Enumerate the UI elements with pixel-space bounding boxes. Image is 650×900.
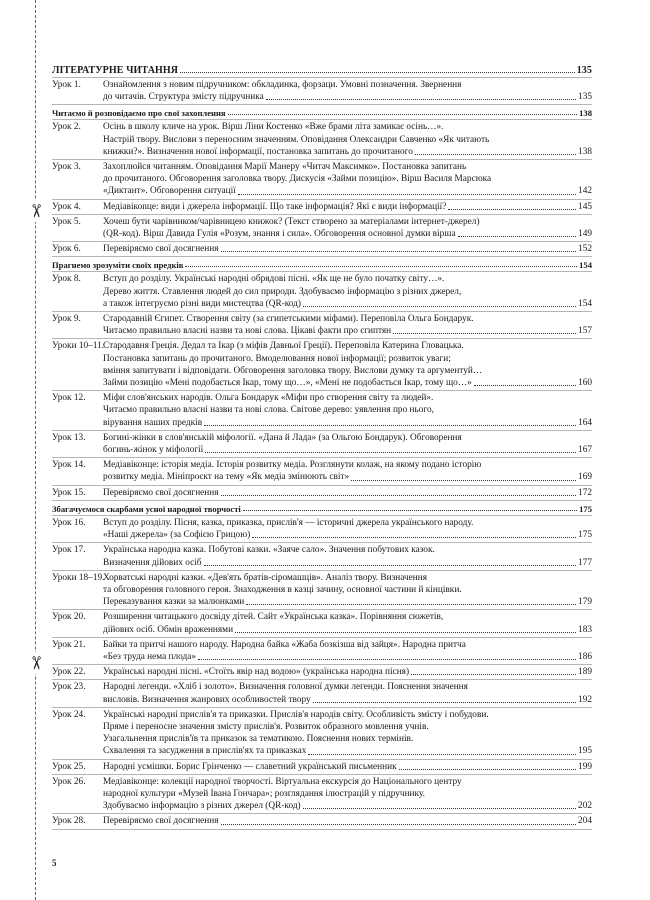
- entry-line: [103, 432, 592, 444]
- divider: [52, 159, 592, 160]
- divider: [52, 813, 592, 814]
- entry-line-text: «Диктант». Обговорення ситуації: [103, 186, 236, 197]
- lesson-label: Урок 3.: [52, 162, 81, 173]
- dot-leader: [474, 385, 576, 386]
- lesson-label: Уроки 18–19.: [52, 572, 105, 583]
- divider: [52, 241, 592, 242]
- entry-line-text: «Наші джерела» (за Софією Грицою): [103, 530, 251, 541]
- entry-line: [103, 161, 592, 173]
- entry-line: [103, 666, 592, 678]
- entry-page-number: 157: [578, 326, 592, 337]
- entry-line-text: книжки?». Визначення нової інформації, постановка запитань до прочитаного: [103, 146, 413, 157]
- entry-line-text: Осінь в школу кличе на урок. Вірш Ліни Костенко «Вже брами літа замикає осінь…».: [103, 122, 444, 133]
- entry-text: [103, 487, 592, 499]
- entry-text: [103, 572, 592, 609]
- divider: [52, 104, 592, 105]
- lesson-label: Урок 26.: [52, 776, 86, 787]
- subsection-heading: [52, 106, 592, 118]
- subsection-title: Збагачуємося скарбами усної народної творчості: [52, 503, 241, 514]
- entry-text: [103, 815, 592, 827]
- lesson-label: Урок 4.: [52, 201, 81, 212]
- dot-leader: [458, 236, 576, 237]
- entry-line: [103, 243, 592, 255]
- entry-line: [103, 404, 592, 416]
- entry-line: [103, 459, 592, 471]
- entry-page-number: 138: [578, 146, 592, 157]
- lesson-label: Уроки 10–11.: [52, 341, 105, 352]
- entry-line: [103, 776, 592, 788]
- entry-line: [103, 651, 592, 663]
- entry-line: [103, 471, 592, 483]
- entry-line-text: Схвалення та засудження в прислів'ях та приказках: [103, 746, 307, 757]
- lesson-label: Урок 9.: [52, 314, 81, 325]
- entry-line: [103, 134, 592, 146]
- dot-leader: [198, 659, 576, 660]
- lesson-label: Урок 22.: [52, 667, 86, 678]
- entry-line: [103, 517, 592, 529]
- toc-entry[interactable]: [52, 79, 592, 103]
- entry-page-number: 149: [578, 229, 592, 240]
- table-of-contents: [52, 58, 592, 831]
- toc-entry[interactable]: [52, 216, 592, 240]
- toc-entry[interactable]: [52, 761, 592, 773]
- entry-line: [103, 377, 592, 389]
- entry-line: [103, 800, 592, 812]
- dot-leader: [448, 209, 576, 210]
- entry-line-text: висловів. Визначення жанрових особливостей твору: [103, 694, 311, 705]
- dot-leader: [308, 754, 576, 755]
- entry-line-text: Народні усмішки. Борис Грінченко — славетний український письменник: [103, 761, 397, 772]
- entry-line-text: Перевіряємо свої досягнення: [103, 244, 219, 255]
- entry-line: [103, 201, 592, 213]
- entry-line-text: Стародавній Єгипет. Створення світу (за єгипетськими міфами). Переповіла Ольга Бондарук.: [103, 314, 474, 325]
- lesson-label: Урок 1.: [52, 80, 81, 90]
- divider: [52, 679, 592, 680]
- entry-line-text: а також інтегруємо різні види мистецтва (QR-код): [103, 298, 302, 309]
- entry-text: [103, 243, 592, 255]
- lesson-label: Урок 2.: [52, 122, 81, 133]
- entry-page-number: 183: [578, 624, 592, 635]
- entry-line-text: Читаємо правильно власні назви та нові слова. Цікаві факти про єгиптян: [103, 326, 392, 337]
- entry-page-number: 164: [578, 417, 592, 428]
- lesson-label: Урок 16.: [52, 517, 86, 528]
- subsection-heading: [52, 258, 592, 270]
- dot-leader: [238, 194, 576, 195]
- toc-entry[interactable]: [52, 544, 592, 568]
- entry-text: [103, 216, 592, 240]
- entry-page-number: 199: [578, 761, 592, 772]
- entry-line-text: вміння запитувати і відповідати. Обговорення заголовка твору. Вислови думку та аргументуй…: [103, 365, 483, 376]
- subsection-title: Читаємо й розповідаємо про свої захоплення: [52, 108, 226, 119]
- entry-line-text: розвитку медіа. Мініпроєкт на тему «Як медіа змінюють світ»: [103, 472, 350, 483]
- entry-line-text: Медіавіконце: історія медіа. Історія розвитку медіа. Розглянути колаж, на якому подано історію: [103, 460, 482, 471]
- entry-line-text: Узагальнення прислів'їв та приказок за тематикою. Пояснення нових термінів.: [103, 734, 414, 745]
- toc-entry[interactable]: [52, 776, 592, 813]
- entry-line-text: Здобуваємо інформацію з різних джерел (QR-код): [103, 801, 301, 812]
- dot-leader: [393, 333, 576, 334]
- dot-leader: [204, 565, 577, 566]
- entry-page-number: 179: [578, 597, 592, 608]
- dot-leader: [205, 452, 576, 453]
- entry-text: [103, 432, 592, 456]
- entry-line-text: Українські народні пісні. «Стоїть явір над водою» (українська народна пісня): [103, 667, 410, 678]
- entry-line: [103, 79, 592, 91]
- entry-line: [103, 91, 592, 103]
- entry-line-text: Міфи слов'янських народів. Ольга Бондарук «Міфи про створення світу та людей».: [103, 393, 434, 404]
- dot-leader: [252, 537, 576, 538]
- divider: [52, 542, 592, 543]
- entry-page-number: 145: [578, 201, 592, 212]
- divider: [52, 311, 592, 312]
- dot-leader: [221, 251, 577, 252]
- entry-line: [103, 611, 592, 623]
- entry-line-text: Пряме і переносне значення змісту прислів'я. Розвиток образного мовлення учнів.: [103, 721, 429, 732]
- dot-leader: [235, 632, 576, 633]
- toc-entry[interactable]: [52, 666, 592, 678]
- entry-page-number: 135: [578, 92, 592, 103]
- entry-text: [103, 681, 592, 705]
- entry-line: [103, 721, 592, 733]
- entry-line: [103, 353, 592, 365]
- divider: [52, 457, 592, 458]
- divider: [52, 271, 592, 272]
- entry-line-text: Перевіряємо свої досягнення: [103, 487, 219, 498]
- section-page-number: 135: [576, 65, 592, 76]
- entry-text: [103, 392, 592, 429]
- entry-page-number: 172: [578, 487, 592, 498]
- entry-line-text: Вступ до розділу. Пісня, казка, приказка, прислів'я — історичні джерела українського народу.: [103, 517, 474, 528]
- entry-line: [103, 529, 592, 541]
- entry-page-number: 175: [578, 530, 592, 541]
- entry-line-text: Стародавня Греція. Дедал та Ікар (з міфів Давньої Греції). Переповіла Катерина Гловацька.: [103, 341, 464, 352]
- lesson-label: Урок 15.: [52, 487, 86, 498]
- toc-entry[interactable]: [52, 273, 592, 310]
- entry-line-text: Вступ до розділу. Українські народні обрядові пісні. «Як ще не було початку світу…».: [103, 274, 445, 285]
- divider: [52, 199, 592, 200]
- entry-text: [103, 709, 592, 758]
- entry-line: [103, 146, 592, 158]
- entry-line: [103, 365, 592, 377]
- entry-line: [103, 815, 592, 827]
- entry-line: [103, 173, 592, 185]
- entry-line: [103, 733, 592, 745]
- entry-text: [103, 459, 592, 483]
- entry-page-number: 177: [578, 557, 592, 568]
- entry-line: [103, 273, 592, 285]
- toc-entry[interactable]: [52, 815, 592, 827]
- entry-line: [103, 487, 592, 499]
- entry-line-text: Українські народні прислів'я та приказки. Прислів'я народів світу. Особливість змісту і побудови.: [103, 709, 489, 720]
- entry-line-text: Займи позицію «Мені подобається Ікар, тому що…», «Мені не подобається Ікар, тому що…»: [103, 378, 472, 389]
- dot-leader: [228, 114, 578, 115]
- entry-line: [103, 572, 592, 584]
- lesson-label: Урок 21.: [52, 639, 86, 650]
- toc-entry[interactable]: [52, 487, 592, 499]
- entry-line-text: Настрій твору. Вислови з переносним значенням. Оповідання Олександри Савченко «Як читають: [103, 134, 490, 145]
- lesson-label: Урок 12.: [52, 393, 86, 404]
- entry-text: [103, 121, 592, 158]
- lesson-label: Урок 23.: [52, 682, 86, 693]
- entry-line: [103, 624, 592, 636]
- entry-text: [103, 79, 592, 103]
- entry-line-text: Постановка запитань до прочитаного. Вмоделювання нової інформації; розвиток уваги;: [103, 353, 451, 364]
- entry-line: [103, 216, 592, 228]
- subsection-heading: [52, 502, 592, 514]
- entry-line: [103, 392, 592, 404]
- dot-leader: [303, 306, 576, 307]
- lesson-label: Урок 20.: [52, 612, 86, 623]
- divider: [52, 707, 592, 708]
- dot-leader: [243, 510, 577, 511]
- entry-line-text: Богині-жінки в слов'янській міфології. «Дана й Лада» (за Ольгою Бондарук). Обговорення: [103, 432, 462, 443]
- divider: [52, 119, 592, 120]
- entry-line: [103, 286, 592, 298]
- entry-line-text: Народні легенди. «Хліб і золото». Визначення головної думки легенди. Пояснення значення: [103, 682, 468, 693]
- section-title: ЛІТЕРАТУРНЕ ЧИТАННЯ: [52, 65, 179, 76]
- dot-leader: [221, 495, 577, 496]
- entry-text: [103, 776, 592, 813]
- entry-line: [103, 185, 592, 197]
- dot-leader: [313, 702, 576, 703]
- divider: [52, 77, 592, 78]
- entry-page-number: 142: [578, 186, 592, 197]
- divider: [52, 637, 592, 638]
- toc-entry[interactable]: [52, 392, 592, 429]
- entry-line-text: та обговорення головного героя. Знаходження в казці зачину, основної частини й кінцівки.: [103, 584, 462, 595]
- divider: [52, 570, 592, 571]
- toc-entry[interactable]: [52, 611, 592, 635]
- divider: [52, 214, 592, 215]
- entry-page-number: 152: [578, 244, 592, 255]
- toc-entry[interactable]: [52, 459, 592, 483]
- entry-line-text: до прочитаного. Обговорення заголовка твору. Дискусія «Займи позицію». Вірш Василя Марсюка: [103, 174, 492, 185]
- toc-entry[interactable]: [52, 681, 592, 705]
- entry-page-number: 154: [579, 260, 592, 271]
- divider: [52, 256, 592, 257]
- entry-page-number: 138: [579, 108, 592, 119]
- divider: [52, 515, 592, 516]
- toc-entry[interactable]: [52, 639, 592, 663]
- entry-line: [103, 444, 592, 456]
- scissors-icon: ✂: [24, 652, 46, 674]
- entry-text: [103, 611, 592, 635]
- entry-line: [103, 694, 592, 706]
- entry-page-number: 160: [578, 378, 592, 389]
- entry-line-text: народної культури «Музей Івана Гончара»; розглядання ілюстрацій у підручнику.: [103, 788, 425, 799]
- toc-entry[interactable]: [52, 517, 592, 541]
- entry-line: [103, 544, 592, 556]
- entry-page-number: 192: [578, 694, 592, 705]
- entry-line-text: Розширення читацького досвіду дітей. Сайт «Українська казка». Порівняння сюжетів,: [103, 612, 444, 623]
- lesson-label: Урок 14.: [52, 460, 86, 471]
- toc-entry[interactable]: [52, 243, 592, 255]
- entry-line: [103, 557, 592, 569]
- subsection-title: Прагнемо зрозуміти своїх предків: [52, 260, 184, 271]
- entry-text: [103, 761, 592, 773]
- entry-text: [103, 313, 592, 337]
- lesson-label: Урок 6.: [52, 244, 81, 255]
- entry-line: [103, 761, 592, 773]
- entry-line-text: Читаємо правильно власні назви та нові слова. Світове дерево: уявлення про нього,: [103, 405, 434, 416]
- entry-line: [103, 121, 592, 133]
- entry-line-text: Медіавікоnце: види і джерела інформації. Що таке інформація? Які є види інформації?: [103, 201, 447, 212]
- divider: [52, 500, 592, 501]
- entry-line-text: Медіавіконце: колекції народної творчості. Віртуальна екскурсія до Національного центру: [103, 776, 462, 787]
- lesson-label: Урок 25.: [52, 761, 86, 772]
- entry-line-text: «Без труда нема плода»: [103, 651, 197, 662]
- divider: [52, 485, 592, 486]
- entry-line: [103, 340, 592, 352]
- entry-text: [103, 517, 592, 541]
- dot-leader: [180, 72, 575, 73]
- divider: [52, 390, 592, 391]
- toc-entry[interactable]: [52, 709, 592, 758]
- toc-entry[interactable]: [52, 432, 592, 456]
- entry-page-number: 167: [578, 445, 592, 456]
- toc-entry[interactable]: [52, 121, 592, 158]
- entry-line-text: Ознайомлення з новим підручником: обкладинка, форзаци. Умовні позначення. Звернення: [103, 80, 462, 90]
- dot-leader: [411, 674, 576, 675]
- dot-leader: [303, 808, 576, 809]
- entry-line-text: вірування наших предків: [103, 417, 203, 428]
- entry-page-number: 169: [578, 472, 592, 483]
- dot-leader: [351, 480, 576, 481]
- lesson-label: Урок 28.: [52, 816, 86, 827]
- dot-leader: [221, 824, 577, 825]
- divider: [52, 774, 592, 775]
- divider: [52, 759, 592, 760]
- entry-line-text: Переказування казки за малюнками: [103, 597, 245, 608]
- entry-line-text: Дерево життя. Ставлення людей до сил природи. Здобуваємо інформацію з різних джерел,: [103, 286, 462, 297]
- entry-line: [103, 325, 592, 337]
- entry-line-text: Хорватські народні казки. «Дев'ять братів-сіромашців». Аналіз твору. Визначення: [103, 572, 428, 583]
- scissors-icon: ✂: [24, 200, 46, 222]
- dot-leader: [246, 604, 576, 605]
- entry-text: [103, 340, 592, 389]
- toc-entry[interactable]: [52, 313, 592, 337]
- entry-line: [103, 313, 592, 325]
- entry-line: [103, 745, 592, 757]
- entry-text: [103, 273, 592, 310]
- divider: [52, 664, 592, 665]
- toc-entry[interactable]: [52, 572, 592, 609]
- entry-page-number: 186: [578, 651, 592, 662]
- entry-line: [103, 298, 592, 310]
- entry-page-number: 195: [578, 746, 592, 757]
- entry-line-text: дійових осіб. Обмін враженнями: [103, 624, 234, 635]
- entry-line: [103, 417, 592, 429]
- dot-leader: [399, 769, 576, 770]
- entry-line-text: Українська народна казка. Побутові казки. «Заяче сало». Значення побутових казок.: [103, 545, 435, 556]
- entry-line-text: богинь-жінок у міфології: [103, 445, 204, 456]
- entry-line-text: до читачів. Структура змісту підручника: [103, 92, 264, 103]
- toc-entry[interactable]: [52, 340, 592, 389]
- lesson-label: Урок 8.: [52, 274, 81, 285]
- page-number: 5: [52, 858, 57, 868]
- lesson-label: Урок 5.: [52, 216, 81, 227]
- dot-leader: [266, 99, 576, 100]
- entry-line-text: Байки та притчі нашого народу. Народна байка «Жаба бозкізша від зайця». Народна притча: [103, 639, 466, 650]
- entry-text: [103, 201, 592, 213]
- lesson-label: Урок 13.: [52, 432, 86, 443]
- entry-page-number: 202: [578, 801, 592, 812]
- toc-entry[interactable]: [52, 201, 592, 213]
- entry-page-number: 175: [579, 503, 592, 514]
- section-heading: [52, 58, 592, 76]
- entry-text: [103, 161, 592, 198]
- entry-text: [103, 639, 592, 663]
- entry-line-text: Хочеш бути чарівником/чарівницею книжок? (Текст створено за матеріалами інтернет-джерел): [103, 216, 480, 227]
- entry-page-number: 154: [578, 298, 592, 309]
- entry-line: [103, 709, 592, 721]
- cut-line: [35, 0, 36, 900]
- entry-line-text: Захоплюйся читанням. Оповідання Марії Манеру «Читач Максимко». Постановка запитань: [103, 162, 467, 173]
- dot-leader: [204, 425, 576, 426]
- entry-text: [103, 544, 592, 568]
- entry-line: [103, 228, 592, 240]
- entry-text: [103, 666, 592, 678]
- divider: [52, 609, 592, 610]
- divider: [52, 430, 592, 431]
- divider: [52, 829, 592, 830]
- entry-line: [103, 788, 592, 800]
- entry-page-number: 189: [578, 667, 592, 678]
- dot-leader: [185, 266, 577, 267]
- entry-line: [103, 681, 592, 693]
- entry-page-number: 204: [578, 816, 592, 827]
- entry-line: [103, 596, 592, 608]
- entry-line-text: Перевіряємо свої досягнення: [103, 816, 219, 827]
- entry-line-text: (QR-код). Вірш Давида Гулія «Розум, знання і сила». Обговорення основної думки вірша: [103, 229, 456, 240]
- lesson-label: Урок 17.: [52, 545, 86, 556]
- entry-line: [103, 584, 592, 596]
- lesson-label: Урок 24.: [52, 709, 86, 720]
- divider: [52, 338, 592, 339]
- dot-leader: [415, 154, 576, 155]
- entry-line-text: Визначення дійових осіб: [103, 557, 202, 568]
- toc-entry[interactable]: [52, 161, 592, 198]
- entry-line: [103, 639, 592, 651]
